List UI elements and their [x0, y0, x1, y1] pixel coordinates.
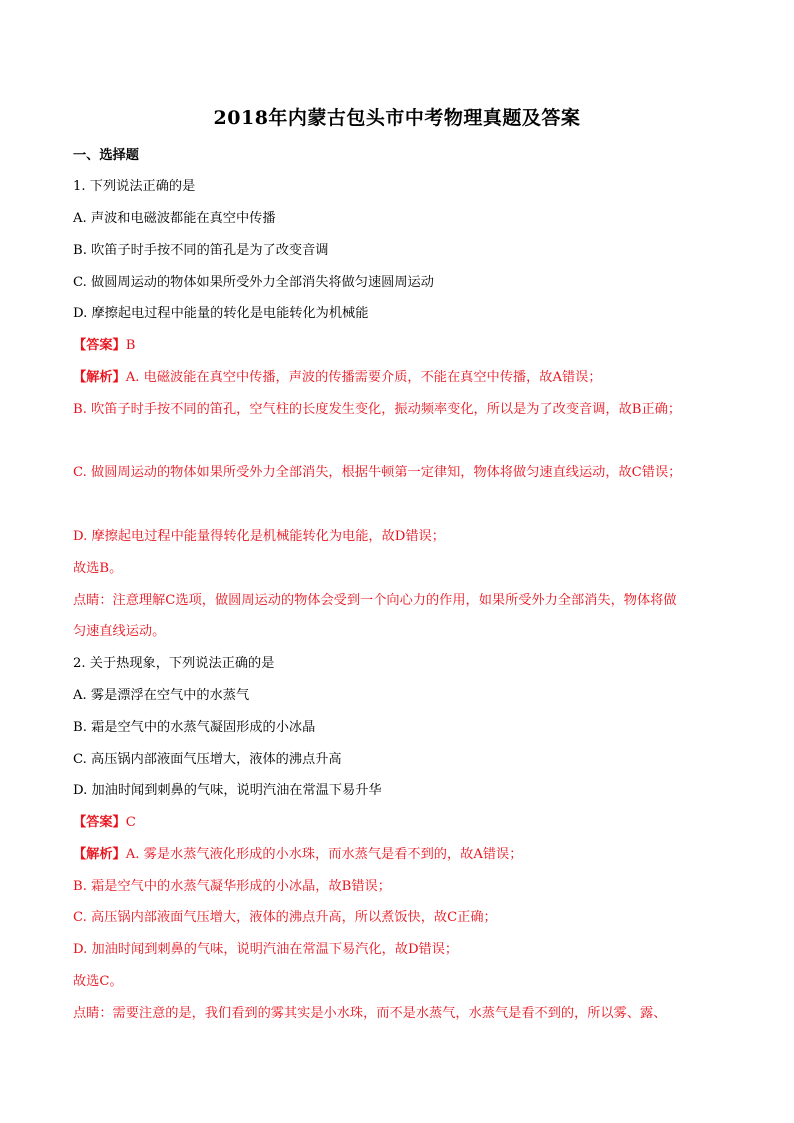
question-2-option-d: D. 加油时闻到刺鼻的气味，说明汽油在常温下易升华: [73, 783, 382, 798]
question-2-answer: [73, 813, 136, 833]
page-title: 2018年内蒙古包头市中考物理真题及答案: [213, 107, 581, 129]
question-2-option-a: A. 雾是漂浮在空气中的水蒸气: [73, 688, 250, 703]
question-2-analysis-a: [73, 845, 522, 865]
question-1-analysis-a: [73, 368, 602, 388]
analysis-line: A. 雾是水蒸气液化形成的小水珠，而水蒸气是看不到的，故A错误；: [125, 847, 523, 862]
question-1-conclusion: 故选B。: [73, 561, 123, 576]
question-2-option-c: C. 高压锅内部液面气压增大，液体的沸点升高: [73, 752, 342, 767]
question-2-option-b: B. 霜是空气中的水蒸气凝固形成的小冰晶: [73, 720, 316, 735]
question-2-analysis-b: B. 霜是空气中的水蒸气凝华形成的小冰晶，故B错误；: [73, 879, 391, 894]
question-1-tip-line-2: 匀速直线运动。: [73, 624, 166, 639]
question-1-option-c: C. 做圆周运动的物体如果所受外力全部消失将做匀速圆周运动: [73, 275, 434, 290]
analysis-tag: 【解析】: [73, 370, 126, 385]
question-1-option-b: B. 吹笛子时手按不同的笛孔是为了改变音调: [73, 243, 329, 258]
question-1-answer: [73, 336, 135, 356]
question-1-analysis-c: C. 做圆周运动的物体如果所受外力全部消失，根据牛顿第一定律知，物体将做匀速直线运动，故C错误；: [73, 465, 682, 480]
question-1-option-d: D. 摩擦起电过程中能量的转化是电能转化为机械能: [73, 306, 369, 321]
question-2-conclusion: 故选C。: [73, 974, 123, 989]
analysis-line: A. 电磁波能在真空中传播，声波的传播需要介质，不能在真空中传播，故A错误；: [125, 370, 602, 385]
analysis-tag: 【解析】: [73, 847, 126, 862]
answer-value: C: [125, 815, 136, 830]
question-1-analysis-b: B. 吹笛子时手按不同的笛孔，空气柱的长度发生变化，振动频率变化，所以是为了改变音调，故B正确；: [73, 402, 682, 417]
question-2-analysis-d: D. 加油时闻到刺鼻的气味，说明汽油在常温下易汽化，故D错误；: [73, 942, 459, 957]
answer-tag: 【答案】: [73, 338, 126, 353]
question-1-tip-line-1: 点睛：注意理解C选项，做圆周运动的物体会受到一个向心力的作用，如果所受外力全部消失，物体将做: [73, 593, 677, 608]
question-1-stem: 1. 下列说法正确的是: [73, 179, 196, 194]
question-2-tip-line-1: 点睛：需要注意的是，我们看到的雾其实是小水珠，而不是水蒸气，水蒸气是看不到的，所以雾、露、: [73, 1006, 667, 1021]
section-heading: 一、选择题: [73, 148, 139, 163]
answer-value: B: [125, 338, 136, 353]
question-1-option-a: A. 声波和电磁波都能在真空中传播: [73, 211, 276, 226]
question-2-analysis-c: C. 高压锅内部液面气压增大，液体的沸点升高，所以煮饭快，故C正确；: [73, 910, 497, 925]
question-1-analysis-d: D. 摩擦起电过程中能量得转化是机械能转化为电能，故D错误；: [73, 529, 445, 544]
answer-tag: 【答案】: [73, 815, 126, 830]
question-2-stem: 2. 关于热现象，下列说法正确的是: [73, 656, 275, 671]
